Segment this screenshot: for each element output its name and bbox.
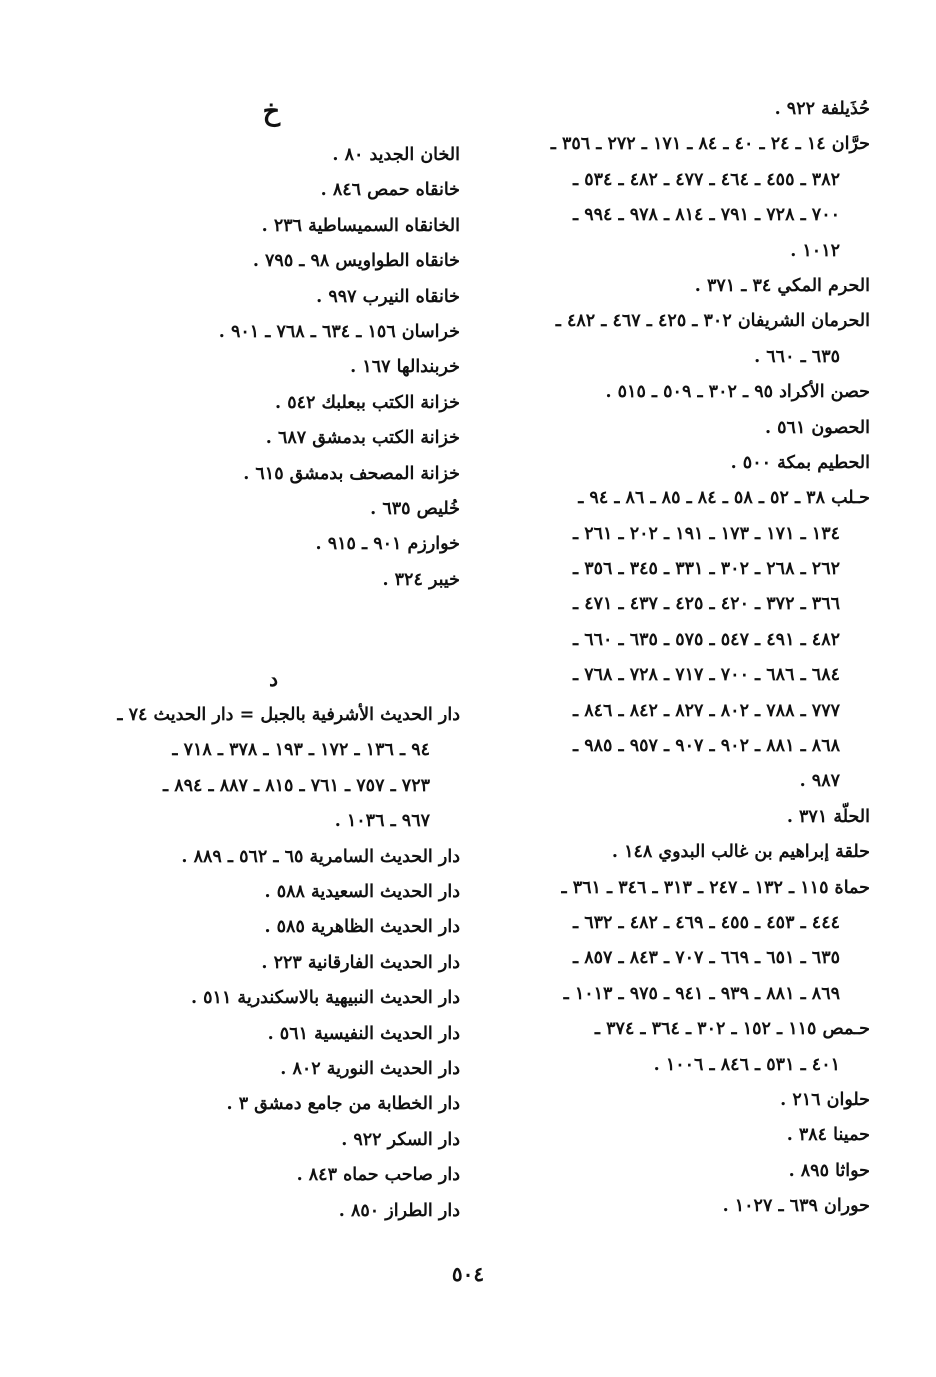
index-entry: حمينا ٣٨٤ . <box>786 1125 870 1146</box>
section-heading-kha: خ <box>262 96 280 127</box>
index-entry: حواثا ٨٩٥ . <box>788 1160 870 1181</box>
index-entry: خراسان ١٥٦ ـ ٦٣٤ ـ ٧٦٨ ـ ٩٠١ . <box>218 321 460 342</box>
index-entry: دار الحديث السامرية ٦٥ ـ ٥٦٢ ـ ٨٨٩ . <box>181 846 460 867</box>
index-entry: الخانقاه السميساطية ٢٣٦ . <box>261 215 460 236</box>
index-entry: الحلّة ٣٧١ . <box>786 806 870 827</box>
index-entry-continuation: ٢٦٢ ـ ٢٦٨ ـ ٣٠٢ ـ ٣٣١ ـ ٣٤٥ ـ ٣٥٦ ـ <box>572 559 840 580</box>
index-entry: خزانة الكتب بدمشق ٦٨٧ . <box>265 428 460 449</box>
index-entry: خربندالها ١٦٧ . <box>350 357 460 378</box>
section-heading-dal: د <box>269 667 278 692</box>
index-entry-continuation: ٩٨٧ . <box>799 771 840 792</box>
index-entry: دار الخطابة من جامع دمشق ٣ . <box>226 1094 460 1115</box>
index-entry-continuation: ٤٤٤ ـ ٤٥٣ ـ ٤٥٥ ـ ٤٦٩ ـ ٤٨٢ ـ ٦٣٢ ـ <box>572 912 840 933</box>
index-entry: حـلب ٣٨ ـ ٥٢ ـ ٥٨ ـ ٨٤ ـ ٨٥ ـ ٨٦ ـ ٩٤ ـ <box>578 488 870 509</box>
index-entry-continuation: ٧٠٠ ـ ٧٢٨ ـ ٧٩١ ـ ٨١٤ ـ ٩٧٨ ـ ٩٩٤ ـ <box>572 205 840 226</box>
index-entry: دار الحديث الظاهرية ٥٨٥ . <box>264 917 460 938</box>
index-entry-continuation: ٨٦٩ ـ ٨٨١ ـ ٩٣٩ ـ ٩٤١ ـ ٩٧٥ ـ ١٠١٣ ـ <box>563 983 840 1004</box>
index-entry: حـمص ١١٥ ـ ١٥٢ ـ ٣٠٢ ـ ٣٦٤ ـ ٣٧٤ ـ <box>594 1019 870 1040</box>
index-entry-continuation: ٧٢٣ ـ ٧٥٧ ـ ٧٦١ ـ ٨١٥ ـ ٨٨٧ ـ ٨٩٤ ـ <box>162 775 430 796</box>
index-entry-continuation: ٨٦٨ ـ ٨٨١ ـ ٩٠٢ ـ ٩٠٧ ـ ٩٥٧ ـ ٩٨٥ ـ <box>572 736 840 757</box>
index-entry: الحطيم بمكة ٥٠٠ . <box>730 452 870 473</box>
index-entry: الحرمان الشريفان ٣٠٢ ـ ٤٢٥ ـ ٤٦٧ ـ ٤٨٢ ـ <box>555 311 870 332</box>
index-entry: دار السكر ٩٢٢ . <box>341 1129 460 1150</box>
index-entry: الخان الجديد ٨٠ . <box>332 145 460 165</box>
index-entry: الحرم المكي ٣٤ ـ ٣٧١ . <box>694 275 870 296</box>
index-entry-continuation: ٩٤ ـ ١٣٦ ـ ١٧٢ ـ ١٩٣ ـ ٣٧٨ ـ ٧١٨ ـ <box>172 740 430 761</box>
index-entry-continuation: ٣٦٦ ـ ٣٧٢ ـ ٤٢٠ ـ ٤٢٥ ـ ٤٣٧ ـ ٤٧١ ـ <box>572 594 840 615</box>
index-entry: حصن الأكراد ٩٥ ـ ٣٠٢ ـ ٥٠٩ ـ ٥١٥ . <box>605 382 870 403</box>
index-entry: خيبر ٣٢٤ . <box>382 569 460 590</box>
index-entry-continuation: ٣٨٢ ـ ٤٥٥ ـ ٤٦٤ ـ ٤٧٧ ـ ٤٨٢ ـ ٥٣٤ ـ <box>572 169 840 190</box>
index-entry: خزانة الكتب ببعلبك ٥٤٢ . <box>275 392 460 413</box>
index-entry: حرَّان ١٤ ـ ٢٤ ـ ٤٠ ـ ٨٤ ـ ١٧١ ـ ٢٧٢ ـ ٣٥٦ ـ <box>550 134 870 155</box>
index-entry: خانقاه الطواويس ٩٨ ـ ٧٩٥ . <box>252 251 460 272</box>
index-entry-continuation: ٦٣٥ ـ ٦٥١ ـ ٦٦٩ ـ ٧٠٧ ـ ٨٤٣ ـ ٨٥٧ ـ <box>572 948 840 969</box>
index-entry: خانقاه حمص ٨٤٦ . <box>320 180 460 201</box>
index-column-right <box>480 92 870 1225</box>
index-entry-continuation: ٤٠١ ـ ٥٣١ ـ ٨٤٦ ـ ١٠٠٦ . <box>653 1054 840 1075</box>
index-entry: خوارزم ٩٠١ ـ ٩١٥ . <box>315 534 460 555</box>
index-entry: حُذَيلفة ٩٢٢ . <box>774 99 870 119</box>
index-entry: الحصون ٥٦١ . <box>764 417 870 438</box>
index-entry: دار الحديث الفارقانية ٢٢٣ . <box>261 952 460 973</box>
index-entry: حلقة إبراهيم بن غالب البدوي ١٤٨ . <box>611 842 870 863</box>
index-entry-continuation: ٦٣٥ ـ ٦٦٠ . <box>754 346 840 367</box>
index-entry: حوران ٦٣٩ ـ ١٠٢٧ . <box>722 1196 870 1217</box>
index-entry: خانقاه النيرب ٩٩٧ . <box>316 286 460 307</box>
index-entry: حماة ١١٥ ـ ١٣٢ ـ ٢٤٧ ـ ٣١٣ ـ ٣٤٦ ـ ٣٦١ ـ <box>561 877 870 898</box>
index-column-left <box>68 92 460 1229</box>
index-entry: حلوان ٢١٦ . <box>780 1089 870 1110</box>
page-number: ٥٠٤ <box>451 1262 485 1286</box>
index-entry-continuation: ٦٨٤ ـ ٦٨٦ ـ ٧٠٠ ـ ٧١٧ ـ ٧٢٨ ـ ٧٦٨ ـ <box>572 665 840 686</box>
index-entry: دار الحديث السعيدية ٥٨٨ . <box>264 882 460 903</box>
index-entry-continuation: ٤٨٢ ـ ٤٩١ ـ ٥٤٧ ـ ٥٧٥ ـ ٦٣٥ ـ ٦٦٠ ـ <box>572 629 840 650</box>
index-entry: خزانة المصحف بدمشق ٦١٥ . <box>243 463 460 484</box>
index-entry-continuation: ١٠١٢ . <box>790 240 840 261</box>
index-entry: دار الطراز ٨٥٠ . <box>338 1200 460 1221</box>
index-entry: دار الحديث النفيسية ٥٦١ . <box>267 1023 460 1044</box>
index-entry-continuation: ١٣٤ ـ ١٧١ ـ ١٧٣ ـ ١٩١ ـ ٢٠٢ ـ ٢٦١ ـ <box>572 523 840 544</box>
index-entry: خُليص ٦٣٥ . <box>370 498 460 519</box>
index-entry: دار الحديث النورية ٨٠٢ . <box>280 1058 460 1079</box>
index-entry: دار الحديث النبيهية بالاسكندرية ٥١١ . <box>190 988 460 1009</box>
index-entry: دار صاحب حماه ٨٤٣ . <box>296 1165 460 1186</box>
index-entry: دار الحديث الأشرفية بالجبل = دار الحديث ٧٤ ـ <box>117 705 460 726</box>
index-entry-continuation: ٧٧٧ ـ ٧٨٨ ـ ٨٠٢ ـ ٨٢٧ ـ ٨٤٢ ـ ٨٤٦ ـ <box>572 700 840 721</box>
index-entry-continuation: ٩٦٧ ـ ١٠٣٦ . <box>334 811 430 832</box>
